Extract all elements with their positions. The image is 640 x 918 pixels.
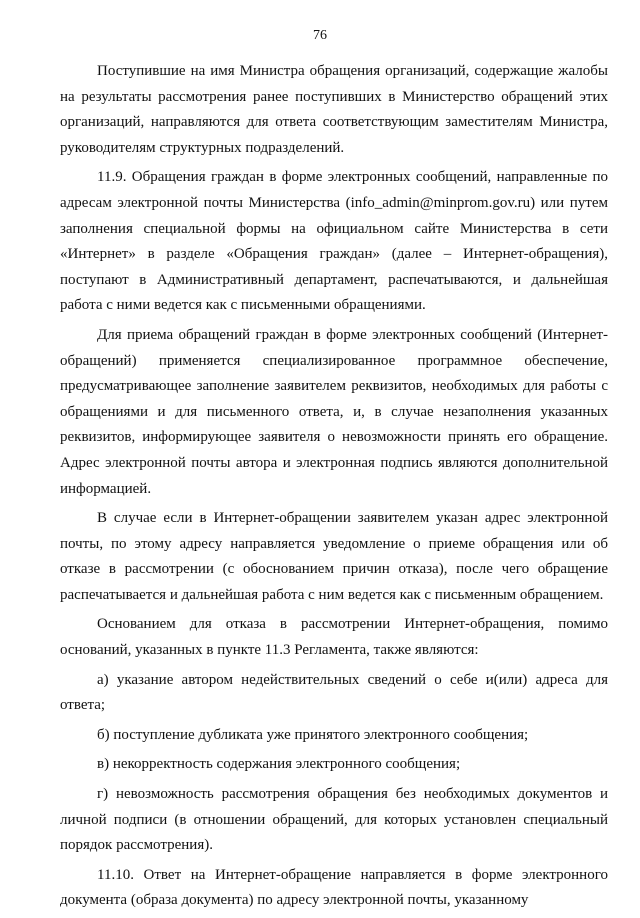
page-number: 76	[313, 28, 327, 43]
list-item-g: г) невозможность рассмотрения обращения без необходимых документов и личной подписи (в отношении обращений, для которых установлен специальный порядок рассмотрения).	[60, 786, 608, 854]
paragraph-refusal-grounds: Основанием для отказа в рассмотрении Интернет-обращения, помимо оснований, указанных в пункте 11.3 Регламента, также являются:	[60, 616, 608, 659]
paragraph-complaints-routing: Поступившие на имя Министра обращения организаций, содержащие жалобы на результаты рассмотрения ранее поступивших в Министерство обращений этих организаций, направляются для ответа соответствующим заместителям Министра, руководителям структурных подразделений.	[60, 63, 608, 156]
paragraph-11-9: 11.9. Обращения граждан в форме электронных сообщений, направленные по адресам электронной почты Министерства (info_admin@minprom.gov.ru) или путем заполнения специальной формы на официальном сайте Министерства в сети «Интернет» в разделе «Обращения граждан» (далее – Интернет-обращения), поступают в Административный департамент, распечатываются, и дальнейшая работа с ними ведется как с письменными обращениями.	[60, 169, 608, 314]
paragraph-email-notification: В случае если в Интернет-обращении заявителем указан адрес электронной почты, по этому адресу направляется уведомление о приеме обращения или об отказе в рассмотрении (с обоснованием причин отказа), после чего обращение распечатывается и дальнейшая работа с ним ведется как с письменным обращением.	[60, 510, 608, 603]
document-body	[60, 59, 608, 918]
list-item-b: б) поступление дубликата уже принятого электронного сообщения;	[97, 726, 529, 743]
list-item-a: а) указание автором недействительных сведений о себе и(или) адреса для ответа;	[60, 671, 608, 714]
list-item-v: в) некорректность содержания электронного сообщения;	[97, 756, 461, 773]
paragraph-software: Для приема обращений граждан в форме электронных сообщений (Интернет-обращений) применяется специализированное программное обеспечение, предусматривающее заполнение заявителем реквизитов, необходимых для работы с обращениями и для письменного ответа, и, в случае незаполнения указанных реквизитов, информирующее заявителя о невозможности принять его обращение. Адрес электронной почты автора и электронная подпись являются дополнительной информацией.	[60, 326, 608, 497]
paragraph-11-10: 11.10. Ответ на Интернет-обращение направляется в форме электронного документа (образа документа) по адресу электронной почты, указанному	[60, 866, 608, 909]
